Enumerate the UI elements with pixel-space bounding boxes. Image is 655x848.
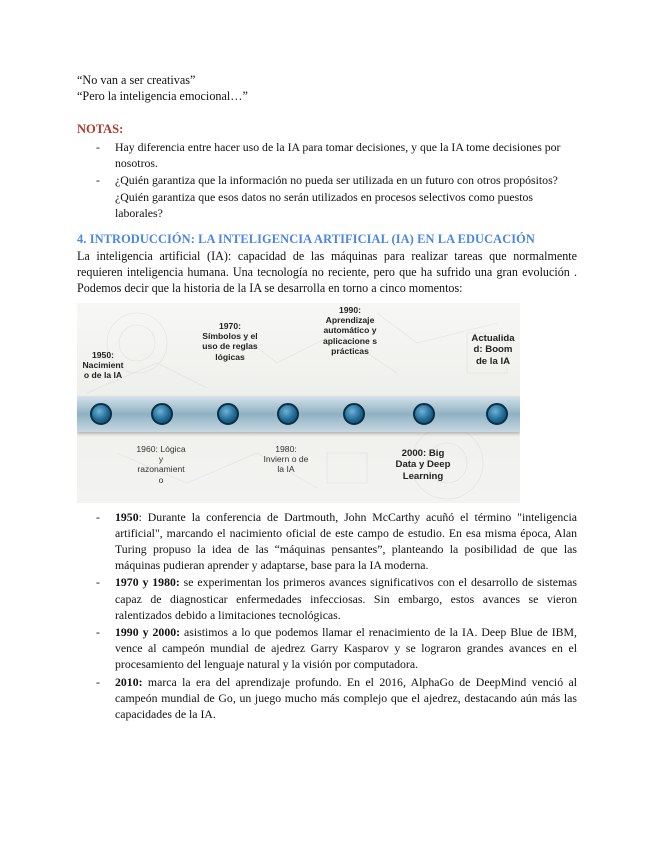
- timeline-node-2000: [413, 403, 435, 425]
- timeline-label-1960: 1960: Lógica y razonamient o: [136, 443, 186, 485]
- event-text: asistimos a lo que podemos llamar el renacimiento de la IA. Deep Blue de IBM, vence al campeón mundial de ajedrez Garry Kasparov y se lograron grandes avances en el procesamiento del lenguaje natural y la visión por computadora.: [115, 625, 577, 672]
- timeline-label-1980: 1980: Inviern o de la IA: [263, 443, 309, 475]
- event-text: marca la era del aprendizaje profundo. En el 2016, AlphaGo de DeepMind venció al campeón mundial de Go, un juego mucho más complejo que el ajedrez, destacando aún más las capacidades de la IA.: [115, 674, 577, 722]
- list-item: [77, 674, 577, 723]
- document-page: [77, 72, 577, 723]
- timeline-node-1970: [217, 403, 239, 425]
- timeline-node-1960: [151, 403, 173, 425]
- list-item: [77, 172, 577, 221]
- list-item: [77, 574, 577, 623]
- timeline-node-1950: [90, 403, 112, 425]
- quote-line: “No van a ser creativas”: [77, 73, 196, 87]
- bullet-dash: -: [96, 509, 100, 524]
- event-year: 1990 y 2000:: [115, 625, 181, 640]
- quote-line: “Pero la inteligencia emocional…”: [77, 89, 248, 103]
- intro-paragraph: La inteligencia artificial (IA): capacidad de las máquinas para realizar tareas que normalmente requieren inteligencia humana. Una tecnología no reciente, pero que ha sufrido una gran evolución . Podemos decir que la historia de la IA se desarrolla en torno a cinco momentos:: [77, 249, 577, 296]
- timeline-label-1970: 1970: Símbolos y el uso de reglas lógicas: [202, 320, 258, 362]
- timeline-node-1990: [343, 403, 365, 425]
- events-list: [77, 509, 577, 723]
- ai-history-timeline-figure: [77, 303, 520, 503]
- notes-heading: NOTAS:: [77, 122, 124, 136]
- event-year: 2010:: [115, 674, 143, 689]
- bullet-dash: -: [96, 140, 100, 154]
- event-text: se experimentan los primeros avances significativos con el desarrollo de sistemas capaz de diagnosticar enfermedades infecciosas. Sin embargo, estos avances se vieron ralentizados debido a limitaciones tecnológicas.: [115, 575, 577, 622]
- section-heading: 4. INTRODUCCIÓN: LA INTELIGENCIA ARTIFICIAL (IA) EN LA EDUCACIÓN: [77, 232, 535, 247]
- list-item: [77, 139, 577, 171]
- event-text: : Durante la conferencia de Dartmouth, John McCarthy acuñó el término "inteligencia artificial", marcando el nacimiento oficial de este campo de estudio. En esa misma época, Alan Turing propuso la idea de las “máquinas pensantes”, planteando la posibilidad de que las máquinas pudieran aprender y adaptarse, base para la IA moderna.: [115, 509, 577, 573]
- event-year: 1950: [115, 509, 139, 524]
- list-item-text: ¿Quién garantiza que la información no pueda ser utilizada en un futuro con otros propósitos? ¿Quién garantiza que esos datos no serán utilizados en procesos selectivos como puestos laborales?: [115, 173, 558, 220]
- timeline-label-1950: 1950: Nacimient o de la IA: [82, 349, 124, 381]
- timeline-node-actualidad: [486, 403, 508, 425]
- list-item-text: Hay diferencia entre hacer uso de la IA para tomar decisiones, y que la IA tome decisiones por nosotros.: [115, 140, 561, 171]
- list-item: [77, 509, 577, 574]
- timeline-label-1990: 1990: Aprendizaje automático y aplicacione s prácticas: [323, 304, 377, 357]
- bullet-dash: -: [96, 173, 100, 188]
- bullet-dash: -: [96, 625, 100, 640]
- timeline-node-1980: [277, 403, 299, 425]
- timeline-label-2000: 2000: Big Data y Deep Learning: [395, 447, 451, 482]
- bullet-dash: -: [96, 575, 100, 590]
- timeline-label-actualidad: Actualida d: Boom de la IA: [471, 332, 515, 367]
- event-year: 1970 y 1980:: [115, 575, 180, 590]
- list-item: [77, 624, 577, 673]
- bullet-dash: -: [96, 674, 100, 689]
- notes-list: [77, 139, 577, 221]
